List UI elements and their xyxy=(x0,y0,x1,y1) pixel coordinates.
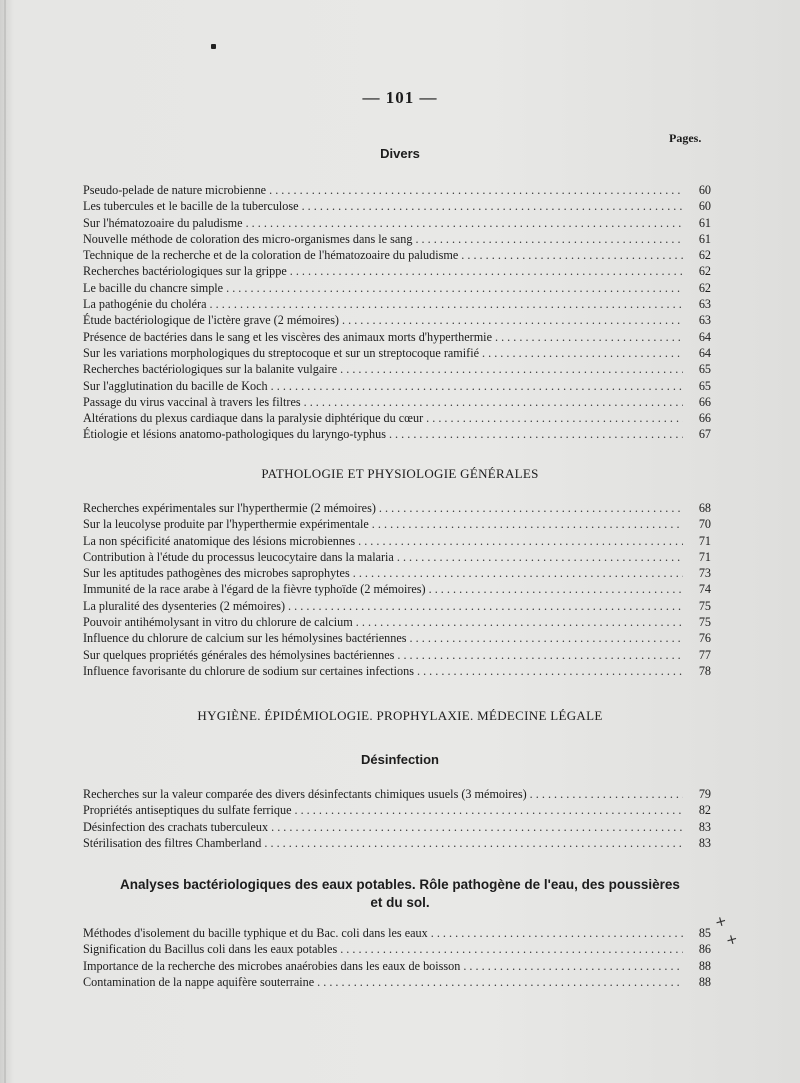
toc-entry-title: Sur l'hématozoaire du paludisme xyxy=(83,215,243,230)
toc-entry-title: Pouvoir antihémolysant in vitro du chlorure de calcium xyxy=(83,615,353,630)
toc-entry-page: 64 xyxy=(698,345,711,360)
toc-entry-title: Étiologie et lésions anatomo-pathologiques du laryngo-typhus xyxy=(83,427,386,442)
toc-entry-page: 88 xyxy=(698,958,711,973)
dot-leader xyxy=(302,198,683,214)
dot-leader xyxy=(429,581,683,597)
toc-entry-title: Recherches bactériologiques sur la balanite vulgaire xyxy=(83,362,338,377)
toc-entry xyxy=(83,329,713,345)
dot-leader xyxy=(461,247,683,263)
toc-list-divers xyxy=(83,182,713,443)
section-title-pathologie: PATHOLOGIE ET PHYSIOLOGIE GÉNÉRALES xyxy=(261,466,539,481)
toc-entry xyxy=(83,378,713,394)
toc-entry-page: 74 xyxy=(698,582,711,597)
toc-entry-title: Sur les variations morphologiques du streptocoque et sur un streptocoque ramifié xyxy=(83,345,480,360)
toc-entry-page: 65 xyxy=(698,362,711,377)
section-title-desinfection: Désinfection xyxy=(360,752,439,767)
dot-leader xyxy=(379,500,683,516)
toc-entry-title: Méthodes d'isolement du bacille typhique et du Bac. coli dans les eaux xyxy=(83,926,428,940)
toc-entry xyxy=(83,263,713,279)
toc-entry-title: Altérations du plexus cardiaque dans la paralysie diphtérique du cœur xyxy=(83,411,424,426)
toc-entry xyxy=(83,215,713,231)
toc-entry-title: Immunité de la race arabe à l'égard de la fièvre typhoïde (2 mémoires) xyxy=(83,582,426,597)
toc-entry-page: 62 xyxy=(698,280,711,295)
toc-entry-page: 61 xyxy=(698,231,711,246)
toc-entry-page: 60 xyxy=(698,183,711,197)
toc-entry xyxy=(83,630,713,646)
toc-entry xyxy=(83,835,713,851)
toc-entry xyxy=(83,786,713,802)
toc-entry-page: 64 xyxy=(698,329,711,344)
handwritten-cross-mark-2: + xyxy=(724,930,740,950)
toc-entry xyxy=(83,410,713,426)
toc-entry-title: Sur la leucolyse produite par l'hyperthermie expérimentale xyxy=(83,517,369,532)
toc-entry-page: 73 xyxy=(698,566,711,581)
toc-list-desinfection xyxy=(83,786,713,851)
toc-entry-page: 83 xyxy=(698,835,711,850)
section-title-eaux xyxy=(90,876,710,912)
dot-leader xyxy=(356,614,683,630)
dot-leader xyxy=(340,941,683,957)
toc-entry-title: Pseudo-pelade de nature microbienne xyxy=(83,183,267,197)
toc-entry xyxy=(83,925,713,941)
toc-entry-title: Influence du chlorure de calcium sur les hémolysines bactériennes xyxy=(83,631,407,646)
toc-entry xyxy=(83,598,713,614)
toc-entry-title: Recherches sur la valeur comparée des divers désinfectants chimiques usuels (3 mémoires) xyxy=(83,787,527,801)
toc-entry xyxy=(83,565,713,581)
toc-entry-title: Contribution à l'étude du processus leucocytaire dans la malaria xyxy=(83,549,394,564)
toc-entry-title: Propriétés antiseptiques du sulfate ferrique xyxy=(83,803,292,818)
dot-leader xyxy=(340,361,683,377)
toc-entry-page: 86 xyxy=(698,942,711,957)
toc-entry-title: Passage du virus vaccinal à travers les filtres xyxy=(83,394,301,409)
dot-leader xyxy=(271,819,683,835)
toc-entry-page: 82 xyxy=(698,803,711,818)
dot-leader xyxy=(417,663,683,679)
dot-leader xyxy=(269,182,683,198)
toc-entry-page: 67 xyxy=(698,427,711,442)
dot-leader xyxy=(342,312,683,328)
toc-entry xyxy=(83,549,713,565)
toc-entry-title: Recherches bactériologiques sur la grippe xyxy=(83,264,287,279)
handwritten-cross-mark-1: + xyxy=(713,912,729,932)
toc-list-pathologie xyxy=(83,500,713,679)
toc-entry-page: 88 xyxy=(698,974,711,989)
dot-leader xyxy=(353,565,683,581)
toc-entry xyxy=(83,394,713,410)
dot-leader xyxy=(304,394,683,410)
section-title-hygiene: HYGIÈNE. ÉPIDÉMIOLOGIE. PROPHYLAXIE. MÉDECINE LÉGALE xyxy=(197,708,603,723)
toc-entry-page: 85 xyxy=(698,926,711,940)
dot-leader xyxy=(246,215,683,231)
toc-entry-page: 78 xyxy=(698,663,711,678)
toc-entry xyxy=(83,280,713,296)
toc-entry-title: Signification du Bacillus coli dans les eaux potables xyxy=(83,942,338,957)
dot-leader xyxy=(271,378,683,394)
toc-entry xyxy=(83,516,713,532)
toc-entry-page: 62 xyxy=(698,264,711,279)
toc-entry-title: Sur quelques propriétés générales des hémolysines bactériennes xyxy=(83,647,395,662)
toc-entry xyxy=(83,974,713,990)
toc-entry xyxy=(83,819,713,835)
toc-entry xyxy=(83,296,713,312)
page-edge-shadow xyxy=(4,0,6,1083)
toc-entry xyxy=(83,958,713,974)
toc-entry-title: Recherches expérimentales sur l'hyperthermie (2 mémoires) xyxy=(83,501,376,515)
toc-entry-title: La pluralité des dysenteries (2 mémoires) xyxy=(83,598,286,613)
toc-entry-page: 83 xyxy=(698,819,711,834)
dot-leader xyxy=(288,598,683,614)
toc-entry-page: 71 xyxy=(698,533,711,548)
toc-entry-page: 79 xyxy=(698,787,711,801)
toc-entry-page: 66 xyxy=(698,411,711,426)
dot-leader xyxy=(372,516,683,532)
toc-entry-page: 75 xyxy=(698,615,711,630)
toc-entry xyxy=(83,663,713,679)
section-title-divers: Divers xyxy=(380,146,420,161)
dot-leader xyxy=(495,329,683,345)
toc-entry-title: Nouvelle méthode de coloration des micro-organismes dans le sang xyxy=(83,231,413,246)
toc-entry xyxy=(83,581,713,597)
toc-entry xyxy=(83,426,713,442)
toc-entry xyxy=(83,941,713,957)
dot-leader xyxy=(463,958,683,974)
dot-leader xyxy=(294,802,683,818)
toc-entry-title: Contamination de la nappe aquifère souterraine xyxy=(83,974,315,989)
toc-entry-title: Importance de la recherche des microbes anaérobies dans les eaux de boisson xyxy=(83,958,461,973)
toc-entry-page: 77 xyxy=(698,647,711,662)
toc-entry-title: Le bacille du chancre simple xyxy=(83,280,224,295)
toc-entry xyxy=(83,802,713,818)
dot-leader xyxy=(264,835,683,851)
toc-entry-page: 63 xyxy=(698,313,711,328)
dot-leader xyxy=(482,345,683,361)
toc-entry-title: Sur les aptitudes pathogènes des microbes saprophytes xyxy=(83,566,350,581)
toc-entry xyxy=(83,361,713,377)
toc-entry-page: 70 xyxy=(698,517,711,532)
toc-entry xyxy=(83,182,713,198)
section-title-eaux-line2: et du sol. xyxy=(370,895,430,910)
toc-entry-title: Influence favorisante du chlorure de sodium sur certaines infections xyxy=(83,663,414,678)
dot-leader xyxy=(431,925,683,941)
toc-entry-page: 63 xyxy=(698,297,711,312)
toc-entry-page: 68 xyxy=(698,501,711,515)
dot-leader xyxy=(530,786,683,802)
dot-leader xyxy=(397,647,683,663)
toc-entry-page: 65 xyxy=(698,378,711,393)
dot-leader xyxy=(415,231,683,247)
dot-leader xyxy=(426,410,683,426)
toc-entry-title: Désinfection des crachats tuberculeux xyxy=(83,819,269,834)
dot-leader xyxy=(317,974,683,990)
toc-entry xyxy=(83,533,713,549)
dot-leader xyxy=(210,296,683,312)
dot-leader xyxy=(389,426,683,442)
toc-entry-title: Les tubercules et le bacille de la tuberculose xyxy=(83,199,299,214)
toc-list-eaux xyxy=(83,925,713,990)
dot-leader xyxy=(290,263,683,279)
toc-entry-page: 62 xyxy=(698,248,711,263)
toc-entry xyxy=(83,198,713,214)
toc-entry-title: La pathogénie du choléra xyxy=(83,297,207,312)
page-number: — 101 — xyxy=(362,88,438,107)
toc-entry-page: 75 xyxy=(698,598,711,613)
toc-entry-title: Technique de la recherche et de la coloration de l'hématozoaire du paludisme xyxy=(83,248,459,263)
toc-entry-title: Sur l'agglutination du bacille de Koch xyxy=(83,378,268,393)
toc-entry-page: 76 xyxy=(698,631,711,646)
toc-entry-page: 71 xyxy=(698,549,711,564)
dot-leader xyxy=(226,280,683,296)
toc-entry-page: 61 xyxy=(698,215,711,230)
toc-entry-title: Stérilisation des filtres Chamberland xyxy=(83,835,262,850)
pages-column-label: Pages. xyxy=(669,131,702,145)
toc-entry-title: Présence de bactéries dans le sang et les viscères des animaux morts d'hyperthermie xyxy=(83,329,492,344)
section-title-eaux-line1: Analyses bactériologiques des eaux potables. Rôle pathogène de l'eau, des poussières xyxy=(120,877,680,892)
toc-entry-title: Étude bactériologique de l'ictère grave (2 mémoires) xyxy=(83,313,339,328)
toc-entry xyxy=(83,312,713,328)
toc-entry-page: 66 xyxy=(698,394,711,409)
dot-leader xyxy=(397,549,683,565)
toc-entry xyxy=(83,231,713,247)
toc-entry xyxy=(83,500,713,516)
toc-entry xyxy=(83,345,713,361)
toc-entry xyxy=(83,647,713,663)
toc-entry-page: 60 xyxy=(698,199,711,214)
toc-entry xyxy=(83,247,713,263)
dot-leader xyxy=(358,533,683,549)
dot-leader xyxy=(410,630,683,646)
ink-spot xyxy=(211,44,216,49)
toc-entry-title: La non spécificité anatomique des lésions microbiennes xyxy=(83,533,356,548)
toc-entry xyxy=(83,614,713,630)
